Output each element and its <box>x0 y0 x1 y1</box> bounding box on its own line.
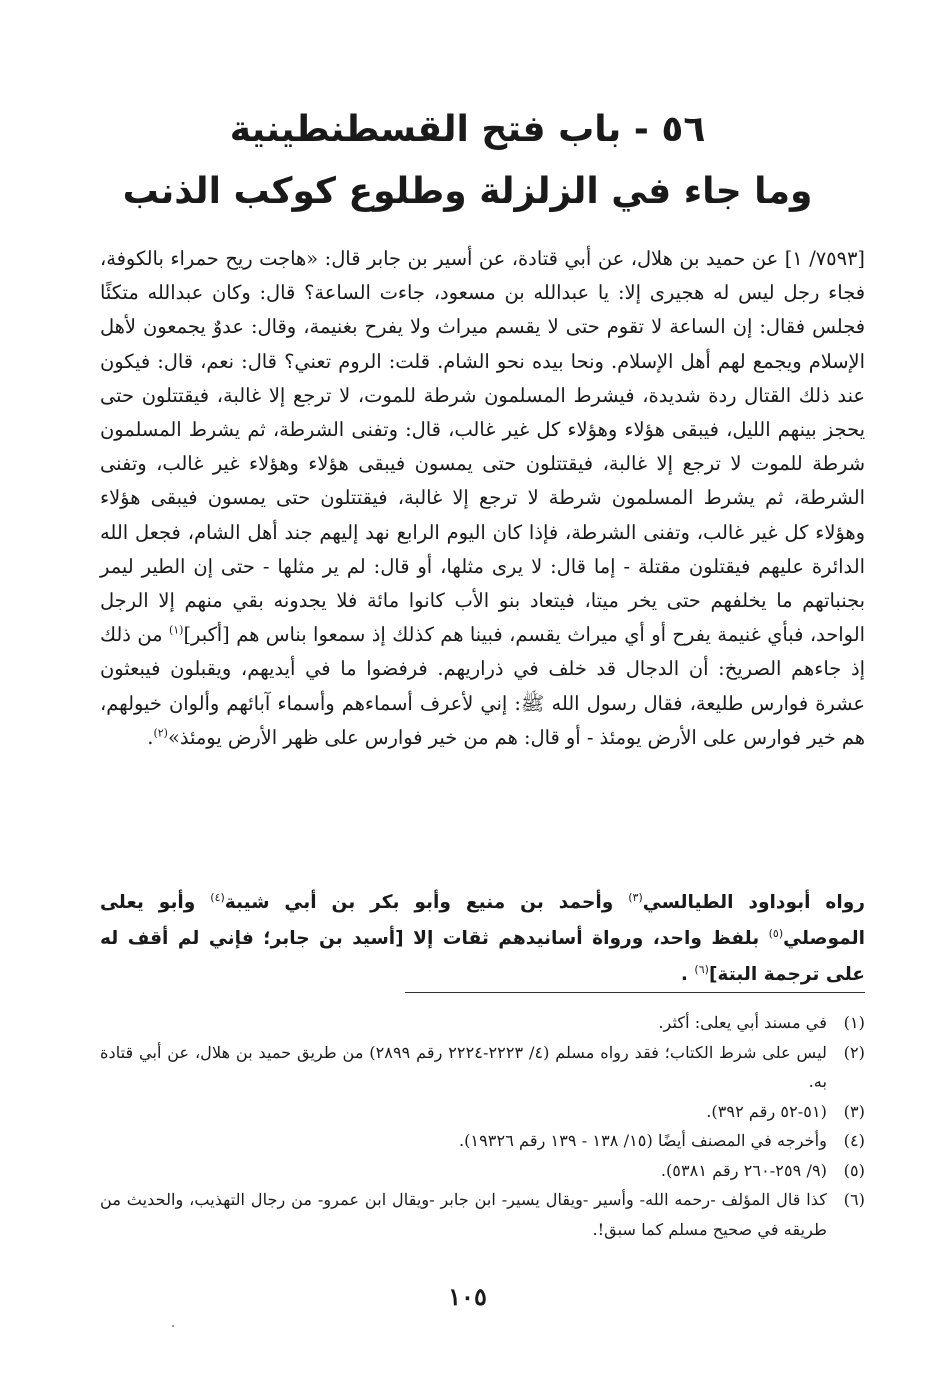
hadith-text <box>100 242 865 755</box>
footnote-separator <box>405 992 865 993</box>
takhrij-paragraph <box>100 885 865 993</box>
footnote-ref-1[interactable]: (١) <box>168 623 184 637</box>
footnote-3 <box>100 1097 865 1127</box>
footnote-6 <box>100 1185 865 1244</box>
chapter-subtitle: وما جاء في الزلزلة وطلوع كوكب الذنب <box>122 171 813 212</box>
footnote-number: (٤) <box>843 1131 865 1150</box>
footnotes-section <box>100 1008 865 1244</box>
footnote-number: (٥) <box>843 1160 865 1180</box>
footnote-number: (٣) <box>843 1101 865 1121</box>
footnote-text: (٥١-٥٢ رقم ٣٩٢). <box>706 1101 827 1121</box>
takhrij-part-3: وأبو يعلى الموصلي <box>100 892 865 949</box>
takhrij-part-4: بلفظ واحد، ورواة أسانيدهم ثقات إلا [أسيد بن جابر؛ فإني لم أقف له على ترجمة البتة] <box>100 928 865 985</box>
takhrij-part-5: . <box>680 964 695 985</box>
footnote-number: (٦) <box>843 1190 865 1209</box>
footnote-ref-5[interactable]: (٥) <box>768 926 784 940</box>
hadith-number: [٧٥٩٣/ ١] <box>784 247 865 270</box>
footnote-text: ليس على شرط الكتاب؛ فقد رواه مسلم (٤/ ٢٢٢٣-٢٢٢٤ رقم ٢٨٩٩) من طريق حميد بن هلال، عن أبي قتادة به. <box>100 1042 827 1091</box>
footnote-ref-3[interactable]: (٣) <box>628 890 643 904</box>
footnote-text: في مسند أبي يعلى: أكثر. <box>658 1013 827 1032</box>
footnote-ref-6[interactable]: (٦) <box>694 962 709 976</box>
footnote-1 <box>100 1008 865 1038</box>
footnote-text: وأخرجه في المصنف أيضًا (١٥/ ١٣٨ - ١٣٩ رقم ١٩٣٢٦). <box>458 1131 827 1150</box>
scan-speck <box>172 1325 174 1327</box>
hadith-text-part-a: عن حميد بن هلال، عن أبي قتادة، عن أسير بن جابر قال: «هاجت ريح حمراء بالكوفة، فجاء رجل ليس له هجيرى إلا: يا عبدالله بن مسعود، جاءت الساعة؟ قال: وكان عبدالله متكئًا فجلس فقال: إن الساعة لا تقوم حتى لا يقسم ميراث ولا يفرح بغنيمة، وقال: عدوٌ يجمعون لأهل الإسلام ويجمع لهم أهل الإسلام. ونحا بيده نحو الشام. قلت: الروم تعني؟ قال: نعم، قال: فيكون عند ذلك القتال ردة شديدة، فيشرط المسلمون شرطة للموت، لا ترجع إلا غالبة، فيقتتلون حتى يحجز بينهم الليل، فيبقى هؤلاء وهؤلاء كل غير غالب، قال: وتفنى الشرطة، ثم يشرط المسلمون شرطة للموت لا ترجع إلا غالبة، فيقتتلون حتى يمسون فيبقى هؤلاء وهؤلاء غير غالب، وتفنى الشرطة، ثم يشرط المسلمون شرطة لا ترجع إلا غالبة، فيقتتلون حتى يمسون فيبقى هؤلاء وهؤلاء كل غير غالب، وتفنى الشرطة، فإذا كان اليوم الرابع نهد إليهم جند أهل الشام، فجعل الله الدائرة عليهم فيقتلون مقتلة - إما قال: لا يرى مثلها، أو قال: لم ير مثلها - حتى إن الطير ليمر بجنباتهم ما يخلفهم حتى يخر ميتا، فيتعاد بنو الأب كانوا مائة فلا يجدونه بقي منهم إلا الرجل الواحد، فبأي غنيمة يفرح أو أي ميراث يقسم، فبينا هم كذلك إذ سمعوا بناس هم [أكبر] <box>100 247 865 647</box>
footnote-5 <box>100 1156 865 1186</box>
footnote-text: (٩/ ٢٥٩-٢٦٠ رقم ٥٣٨١). <box>660 1160 827 1180</box>
footnote-text: كذا قال المؤلف -رحمه الله- وأسير -ويقال يسير- ابن جابر -ويقال ابن عمرو- من رجال التهذيب، والحديث من طريقه في صحيح مسلم كما سبق!. <box>100 1190 827 1239</box>
chapter-title: ٥٦ - باب فتح القسطنطينية <box>229 109 706 150</box>
footnote-2 <box>100 1038 865 1097</box>
footnote-4 <box>100 1126 865 1156</box>
hadith-text-end: . <box>147 725 154 749</box>
footnote-number: (٢) <box>843 1042 865 1062</box>
takhrij-part-2: وأحمد بن منيع وأبو بكر بن أبي شيبة <box>224 892 629 913</box>
footnote-ref-4[interactable]: (٤) <box>210 890 225 904</box>
hadith-text-part-b: من ذلك إذ جاءهم الصريخ: أن الدجال قد خلف في ذراريهم. فرفضوا ما في أيديهم، ويقبلون فيبعثون عشرة فوارس طليعة، فقال رسول الله ﷺ: إني لأعرف أسماءهم وأسماء آبائهم وألوان خيولهم، هم خير فوارس على الأرض يومئذ - أو قال: هم من خير فوارس على ظهر الأرض يومئذ» <box>100 623 865 749</box>
takhrij-part-1: رواه أبوداود الطيالسي <box>642 892 865 913</box>
page-number: ١٠٥ <box>448 1282 487 1311</box>
footnote-ref-2[interactable]: (٢) <box>153 726 168 740</box>
footnote-number: (١) <box>843 1013 865 1032</box>
